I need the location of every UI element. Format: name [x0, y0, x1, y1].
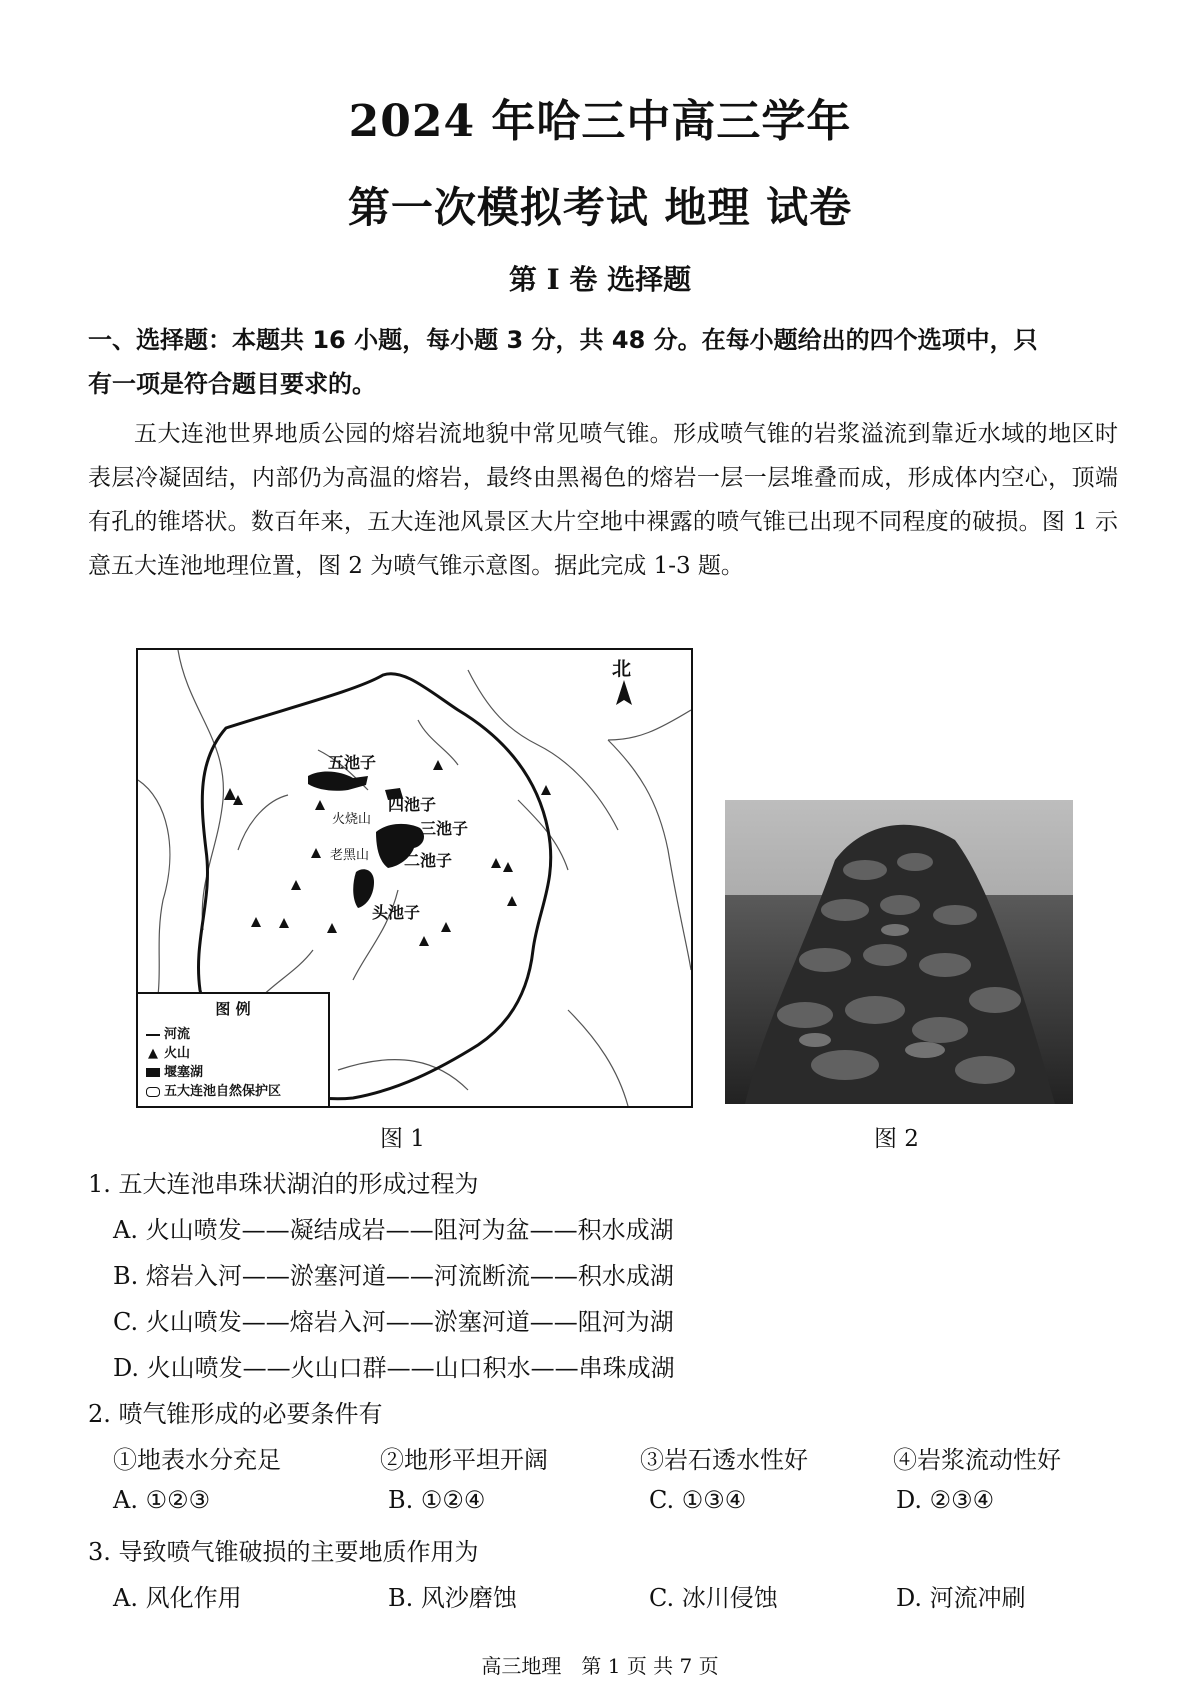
question-2-condition-2: ②地形平坦开阔 [380, 1446, 548, 1474]
label-sichizi: 四池子 [388, 795, 437, 814]
question-1-stem: 1. 五大连池串珠状湖泊的形成过程为 [88, 1170, 479, 1198]
lake-wuchizi [308, 772, 368, 791]
legend-river-icon [146, 1034, 160, 1036]
figure2-photo [725, 800, 1073, 1104]
instructions-line1: 一、选择题：本题共 16 小题，每小题 3 分，共 48 分。在每小题给出的四个选项中，只 [88, 326, 1038, 354]
question-3-option-b[interactable]: B. 风沙磨蚀 [388, 1584, 517, 1612]
instructions-line2: 有一项是符合题目要求的。 [88, 370, 376, 398]
question-3-option-d[interactable]: D. 河流冲刷 [896, 1584, 1026, 1612]
exam-title-line2: 第一次模拟考试 地理 试卷 [347, 183, 853, 232]
question-3-stem: 3. 导致喷气锥破损的主要地质作用为 [88, 1538, 479, 1566]
figure2-caption: 图 2 [874, 1126, 919, 1152]
question-2-option-d[interactable]: D. ②③④ [896, 1486, 995, 1514]
question-2-condition-4: ④岩浆流动性好 [893, 1446, 1061, 1474]
label-laoheishan: 老黑山 [330, 848, 370, 863]
spatter-cone-photo [725, 800, 1073, 1104]
figure1-caption: 图 1 [380, 1126, 425, 1152]
question-1-option-d[interactable]: D. 火山喷发——火山口群——山口积水——串珠成湖 [113, 1354, 675, 1382]
map-legend [138, 992, 330, 1106]
label-sanchizi: 三池子 [420, 819, 469, 838]
question-2-option-b[interactable]: B. ①②④ [388, 1486, 486, 1514]
north-arrow-icon [616, 680, 632, 705]
lake-icon [146, 1068, 160, 1077]
legend-volcano: ▲ 火山 [148, 1046, 191, 1061]
legend-river: 河流 [146, 1025, 328, 1044]
label-huoshaoshan: 火烧山 [332, 812, 372, 827]
question-2-condition-3: ③岩石透水性好 [640, 1446, 808, 1474]
legend-title: 图 例 [215, 1000, 251, 1018]
label-erchizi: 二池子 [404, 851, 453, 870]
question-2-option-a[interactable]: A. ①②③ [113, 1486, 211, 1514]
question-1-option-c[interactable]: C. 火山喷发——熔岩入河——淤塞河道——阻河为湖 [113, 1308, 674, 1336]
reading-passage: 五大连池世界地质公园的熔岩流地貌中常见喷气锥。形成喷气锥的岩浆溢流到靠近水域的地区时表层冷凝固结，内部仍为高温的熔岩，最终由黑褐色的熔岩一层一层堆叠而成，形成体内空心，顶端有孔的锥塔状。数百年来，五大连池风景区大片空地中裸露的喷气锥已出现不同程度的破损。图 1 示意五大连池地理位置，图 2 为喷气锥示意图。据此完成 1-3 题。 [88, 421, 1118, 579]
reserve-icon [146, 1087, 160, 1097]
question-3-option-a[interactable]: A. 风化作用 [113, 1584, 242, 1612]
label-wuchizi: 五池子 [328, 753, 377, 772]
page-footer: 高三地理 第 1 页 共 7 页 [481, 1654, 719, 1678]
legend-lake: 堰塞湖 [146, 1063, 328, 1082]
legend-reserve: 五大连池自然保护区 [146, 1082, 328, 1101]
question-2-stem: 2. 喷气锥形成的必要条件有 [88, 1400, 383, 1428]
figure1-map [136, 648, 693, 1108]
north-label: 北 [612, 658, 632, 680]
exam-title-line1: 2024 年哈三中高三学年 [348, 96, 852, 147]
label-touchizi: 头池子 [372, 903, 421, 922]
question-2-option-c[interactable]: C. ①③④ [649, 1486, 747, 1514]
question-2-condition-1: ①地表水分充足 [113, 1446, 281, 1474]
question-3-option-c[interactable]: C. 冰川侵蚀 [649, 1584, 778, 1612]
question-1-option-b[interactable]: B. 熔岩入河——淤塞河道——河流断流——积水成湖 [113, 1262, 674, 1290]
volcano-icon: ▲ [148, 1046, 158, 1061]
section-instructions [88, 318, 1118, 406]
question-1-option-a[interactable]: A. 火山喷发——凝结成岩——阻河为盆——积水成湖 [113, 1216, 674, 1244]
section-title: 第 I 卷 选择题 [508, 263, 692, 296]
lake-touchizi [353, 869, 374, 908]
